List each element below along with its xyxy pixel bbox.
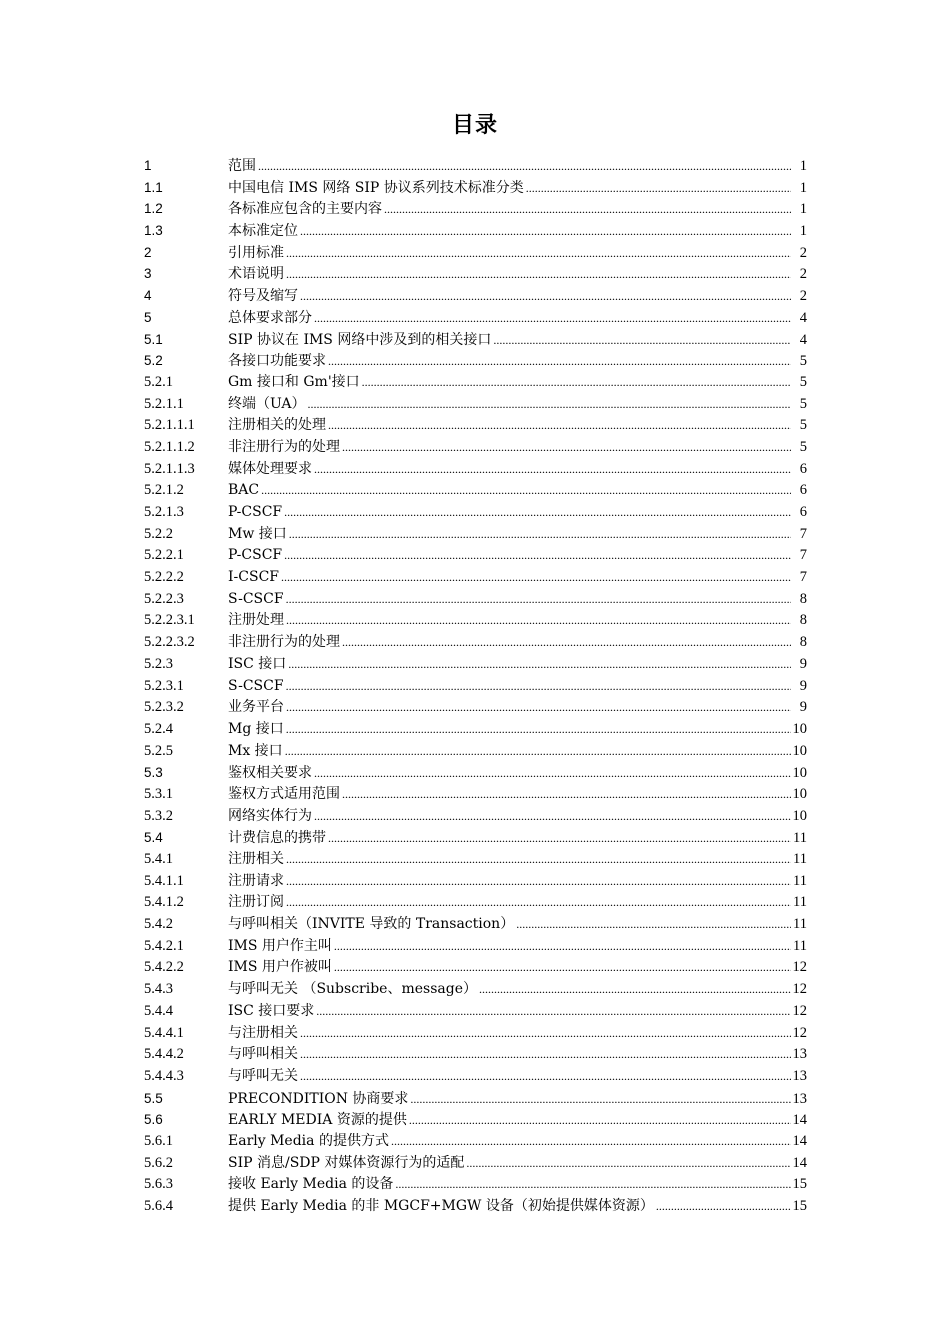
toc-entry-page-number: 14 <box>792 1112 807 1129</box>
toc-dot-leader <box>286 892 791 914</box>
toc-dot-leader <box>286 264 791 286</box>
toc-entry[interactable] <box>144 632 807 654</box>
toc-entry[interactable] <box>144 307 807 329</box>
toc-entry[interactable] <box>144 415 807 437</box>
toc-entry-page-number: 9 <box>799 655 807 672</box>
toc-dot-leader <box>300 1023 791 1045</box>
toc-dot-leader <box>391 1131 791 1153</box>
toc-entry[interactable] <box>144 914 807 936</box>
toc-dot-leader <box>466 1153 790 1175</box>
toc-entry[interactable] <box>144 372 807 394</box>
toc-entry-title: ISC 接口要求 <box>228 1002 315 1019</box>
toc-entry[interactable] <box>144 394 807 416</box>
toc-dot-leader <box>516 914 791 936</box>
toc-entry-title: S-CSCF <box>228 677 284 694</box>
toc-dot-leader <box>286 719 791 741</box>
toc-dot-leader <box>286 697 791 719</box>
toc-entry-number: 5.6.4 <box>144 1198 173 1214</box>
toc-entry-number: 5.2.1 <box>144 373 173 390</box>
toc-entry-page-number: 11 <box>793 916 807 933</box>
toc-entry[interactable] <box>144 849 807 871</box>
toc-entry[interactable] <box>144 741 807 763</box>
toc-entry-page-number: 1 <box>799 158 807 174</box>
toc-entry-number: 5.2.3.1 <box>144 677 184 694</box>
toc-entry[interactable] <box>144 1174 807 1196</box>
toc-dot-leader <box>288 654 791 676</box>
toc-entry[interactable] <box>144 719 807 741</box>
toc-entry-title: 与呼叫相关（INVITE 导致的 Transaction） <box>228 916 515 933</box>
table-of-contents <box>144 155 807 1218</box>
toc-dot-leader <box>286 589 791 611</box>
toc-entry-page-number: 11 <box>793 872 807 889</box>
toc-entry-number: 5.6.2 <box>144 1154 173 1171</box>
toc-dot-leader <box>328 351 791 373</box>
toc-entry-title: P-CSCF <box>228 547 283 564</box>
toc-dot-leader <box>656 1196 791 1218</box>
toc-entry[interactable] <box>144 437 807 459</box>
toc-dot-leader <box>284 502 791 524</box>
toc-entry[interactable] <box>144 263 807 285</box>
toc-entry-number: 4 <box>144 288 152 304</box>
toc-entry-title: 注册相关的处理 <box>228 417 326 434</box>
toc-dot-leader <box>316 1001 790 1023</box>
toc-entry-page-number: 10 <box>792 720 807 737</box>
toc-entry[interactable] <box>144 350 807 372</box>
toc-entry-page-number: 10 <box>792 742 807 759</box>
toc-dot-leader <box>314 763 791 785</box>
toc-entry-number: 1.1 <box>144 179 163 195</box>
toc-dot-leader <box>281 567 791 589</box>
toc-entry-page-number: 6 <box>799 504 807 520</box>
toc-entry[interactable] <box>144 1196 807 1218</box>
toc-entry-number: 5.4.4.1 <box>144 1024 184 1041</box>
toc-entry-page-number: 12 <box>792 981 807 998</box>
toc-entry[interactable] <box>144 329 807 351</box>
toc-dot-leader <box>285 741 791 763</box>
toc-dot-leader <box>395 1174 790 1196</box>
toc-entry-page-number: 8 <box>799 590 807 607</box>
toc-entry-page-number: 7 <box>799 525 807 542</box>
toc-entry[interactable] <box>144 242 807 264</box>
toc-entry[interactable] <box>144 697 807 719</box>
toc-entry-title: 本标准定位 <box>228 223 298 240</box>
toc-entry-number: 5.2.1.2 <box>144 482 184 499</box>
toc-entry-page-number: 9 <box>799 677 807 694</box>
toc-entry[interactable] <box>144 220 807 242</box>
toc-entry-number: 5.3.2 <box>144 807 173 824</box>
toc-entry-number: 5.2.2.3.2 <box>144 634 195 651</box>
toc-title: 目录 <box>451 113 498 138</box>
toc-entry[interactable] <box>144 1153 807 1175</box>
toc-entry-number: 5.4.4.2 <box>144 1046 184 1063</box>
toc-entry-title: I-CSCF <box>228 569 279 586</box>
toc-entry-title: 注册订阅 <box>228 894 284 911</box>
toc-entry[interactable] <box>144 806 807 828</box>
toc-dot-leader <box>300 1066 791 1088</box>
toc-entry[interactable] <box>144 762 807 784</box>
toc-entry-title: 与注册相关 <box>228 1024 298 1041</box>
toc-entry[interactable] <box>144 784 807 806</box>
toc-entry-page-number: 5 <box>799 438 807 455</box>
toc-dot-leader <box>314 806 791 828</box>
toc-entry[interactable] <box>144 198 807 220</box>
toc-entry-page-number: 12 <box>792 1024 807 1041</box>
toc-entry-number: 5.4.2 <box>144 916 173 933</box>
toc-entry-title: 终端（UA） <box>228 395 306 412</box>
toc-entry-number: 1.2 <box>144 201 163 217</box>
toc-dot-leader <box>410 1089 790 1111</box>
toc-entry[interactable] <box>144 892 807 914</box>
toc-entry-title: 注册相关 <box>228 851 284 867</box>
toc-dot-leader <box>493 330 791 352</box>
toc-entry-title: BAC <box>228 482 260 499</box>
toc-dot-leader <box>261 480 791 502</box>
toc-entry-number: 5.3.1 <box>144 785 173 802</box>
toc-entry-number: 3 <box>144 266 152 282</box>
toc-entry-number: 5.2.2.3 <box>144 590 184 607</box>
toc-entry-number: 5.6 <box>144 1112 163 1128</box>
toc-entry-page-number: 5 <box>799 373 807 390</box>
toc-entry[interactable] <box>144 285 807 307</box>
toc-entry-page-number: 2 <box>799 288 807 305</box>
toc-entry-title: 媒体处理要求 <box>228 460 312 477</box>
toc-entry-title: IMS 用户作主叫 <box>228 937 332 954</box>
toc-dot-leader <box>286 243 791 265</box>
toc-dot-leader <box>286 871 791 893</box>
toc-dot-leader <box>526 178 791 200</box>
toc-dot-leader <box>284 545 791 567</box>
toc-entry-title: 鉴权相关要求 <box>228 765 312 782</box>
toc-entry-number: 5.2.1.1 <box>144 395 184 412</box>
toc-entry-page-number: 5 <box>799 353 807 370</box>
toc-entry-title: 各标准应包含的主要内容 <box>228 201 382 218</box>
toc-entry-title: 接收 Early Media 的设备 <box>228 1176 394 1193</box>
toc-entry-number: 5.2.2.1 <box>144 547 184 564</box>
toc-entry[interactable] <box>144 502 807 524</box>
toc-entry-title: 引用标准 <box>228 244 284 261</box>
toc-entry[interactable] <box>144 1131 807 1153</box>
toc-entry-number: 5.3 <box>144 765 163 781</box>
toc-entry-page-number: 13 <box>792 1046 807 1063</box>
toc-dot-leader <box>314 308 791 330</box>
toc-entry-number: 5.4.1.2 <box>144 894 184 911</box>
toc-entry-number: 5.4.3 <box>144 981 173 998</box>
toc-entry-number: 5.2.4 <box>144 720 173 737</box>
toc-entry-page-number: 2 <box>799 266 807 283</box>
toc-entry-title: 与呼叫无关 <box>228 1067 298 1084</box>
toc-entry-page-number: 11 <box>793 937 807 954</box>
toc-entry[interactable] <box>144 1066 807 1088</box>
toc-dot-leader <box>342 632 791 654</box>
toc-entry-number: 5.2.2.3.1 <box>144 612 195 629</box>
toc-dot-leader <box>314 459 791 481</box>
toc-entry[interactable] <box>144 1044 807 1066</box>
toc-entry[interactable] <box>144 1001 807 1023</box>
toc-entry[interactable] <box>144 155 807 177</box>
toc-entry-number: 5.6.3 <box>144 1176 173 1193</box>
toc-entry-title: Gm 接口和 Gm'接口 <box>228 373 360 390</box>
toc-dot-leader <box>307 394 791 416</box>
toc-entry-page-number: 11 <box>793 851 807 867</box>
toc-entry-page-number: 15 <box>792 1198 807 1214</box>
toc-dot-leader <box>342 784 791 806</box>
toc-entry-number: 5.2.1.1.2 <box>144 438 195 455</box>
toc-entry-number: 5.2 <box>144 353 163 369</box>
toc-entry-number: 5.4.2.1 <box>144 937 184 954</box>
toc-entry-title: 中国电信 IMS 网络 SIP 协议系列技术标准分类 <box>228 179 524 196</box>
toc-entry[interactable] <box>144 589 807 611</box>
toc-entry[interactable] <box>144 654 807 676</box>
toc-entry[interactable] <box>144 567 807 589</box>
toc-entry-title: 各接口功能要求 <box>228 353 326 370</box>
toc-entry-title: S-CSCF <box>228 590 284 607</box>
toc-entry-page-number: 11 <box>793 830 807 847</box>
toc-entry-page-number: 13 <box>792 1090 807 1107</box>
toc-entry-number: 5.4.4 <box>144 1002 173 1019</box>
toc-dot-leader <box>289 524 791 546</box>
toc-entry-title: 非注册行为的处理 <box>228 634 340 651</box>
toc-entry-number: 5.2.5 <box>144 742 173 759</box>
toc-entry-title: Mg 接口 <box>228 720 284 737</box>
toc-dot-leader <box>334 936 791 958</box>
toc-entry-page-number: 1 <box>799 223 807 240</box>
toc-dot-leader <box>409 1110 791 1132</box>
toc-entry[interactable] <box>144 480 807 502</box>
toc-entry-title: Mx 接口 <box>228 742 283 759</box>
toc-entry-page-number: 9 <box>799 699 807 716</box>
toc-entry-page-number: 10 <box>792 785 807 802</box>
toc-entry-page-number: 4 <box>799 331 807 348</box>
toc-entry[interactable] <box>144 871 807 893</box>
toc-entry-page-number: 12 <box>792 1002 807 1019</box>
toc-entry-page-number: 1 <box>799 201 807 218</box>
toc-entry-page-number: 8 <box>799 612 807 629</box>
toc-dot-leader <box>479 979 791 1001</box>
toc-entry-page-number: 6 <box>799 482 807 499</box>
toc-dot-leader <box>342 437 791 459</box>
toc-dot-leader <box>334 957 791 979</box>
toc-entry[interactable] <box>144 1023 807 1045</box>
toc-entry-page-number: 7 <box>799 547 807 564</box>
toc-entry[interactable] <box>144 936 807 958</box>
toc-entry-number: 5.2.1.1.3 <box>144 460 195 477</box>
toc-entry-number: 5.2.1.3 <box>144 504 184 520</box>
toc-entry-title: Mw 接口 <box>228 525 287 542</box>
toc-entry-number: 1.3 <box>144 223 163 239</box>
toc-entry-page-number: 14 <box>792 1132 807 1149</box>
toc-entry-page-number: 14 <box>792 1154 807 1171</box>
toc-dot-leader <box>258 156 791 178</box>
toc-dot-leader <box>300 221 791 243</box>
toc-dot-leader <box>300 1044 791 1066</box>
toc-entry-page-number: 12 <box>792 959 807 976</box>
toc-entry-title: IMS 用户作被叫 <box>228 959 332 976</box>
toc-entry-page-number: 11 <box>793 894 807 911</box>
toc-entry[interactable] <box>144 1109 807 1131</box>
toc-entry-title: P-CSCF <box>228 504 283 520</box>
toc-entry-number: 5.5 <box>144 1090 163 1106</box>
toc-entry-page-number: 2 <box>799 244 807 261</box>
toc-entry-number: 5.4.1 <box>144 851 173 867</box>
toc-entry-number: 2 <box>144 244 152 260</box>
toc-entry-number: 5.2.3.2 <box>144 699 184 716</box>
toc-entry-number: 5.2.3 <box>144 655 173 672</box>
toc-entry-title: 计费信息的携带 <box>228 830 326 847</box>
toc-entry-title: 鉴权方式适用范围 <box>228 785 340 802</box>
toc-entry[interactable] <box>144 524 807 546</box>
toc-entry-number: 5.2.2 <box>144 525 173 542</box>
toc-dot-leader <box>328 828 791 850</box>
toc-entry-number: 5.6.1 <box>144 1132 173 1149</box>
toc-entry-page-number: 10 <box>792 807 807 824</box>
toc-entry-page-number: 7 <box>799 569 807 586</box>
toc-entry-title: EARLY MEDIA 资源的提供 <box>228 1112 407 1129</box>
toc-dot-leader <box>384 199 791 221</box>
toc-entry-title: 注册处理 <box>228 612 284 629</box>
toc-entry-page-number: 10 <box>792 765 807 782</box>
toc-entry-number: 5.4.2.2 <box>144 959 184 976</box>
toc-entry[interactable] <box>144 459 807 481</box>
toc-dot-leader <box>286 676 791 698</box>
toc-entry-title: 术语说明 <box>228 266 284 283</box>
toc-entry-number: 1 <box>144 158 152 173</box>
toc-entry-title: SIP 协议在 IMS 网络中涉及到的相关接口 <box>228 331 492 348</box>
toc-entry-page-number: 6 <box>799 460 807 477</box>
toc-entry-title: 符号及缩写 <box>228 288 298 305</box>
toc-entry[interactable] <box>144 957 807 979</box>
toc-entry-page-number: 13 <box>792 1067 807 1084</box>
toc-entry[interactable] <box>144 610 807 632</box>
toc-entry[interactable] <box>144 676 807 698</box>
toc-entry-title: Early Media 的提供方式 <box>228 1132 389 1149</box>
toc-entry-number: 5.4 <box>144 830 163 846</box>
toc-entry-page-number: 15 <box>792 1176 807 1193</box>
toc-entry-title: 范围 <box>228 158 256 174</box>
toc-entry-title: 提供 Early Media 的非 MGCF+MGW 设备（初始提供媒体资源） <box>228 1198 654 1214</box>
toc-entry-number: 5.1 <box>144 331 163 347</box>
toc-entry-page-number: 8 <box>799 634 807 651</box>
toc-entry-page-number: 4 <box>799 309 807 326</box>
toc-entry-title: ISC 接口 <box>228 655 287 672</box>
toc-entry-number: 5.4.4.3 <box>144 1067 184 1084</box>
toc-dot-leader <box>328 415 791 437</box>
toc-dot-leader <box>300 286 791 308</box>
toc-entry-title: 总体要求部分 <box>228 309 312 326</box>
toc-entry[interactable] <box>144 979 807 1001</box>
toc-entry-page-number: 5 <box>799 395 807 412</box>
toc-entry-title: 与呼叫相关 <box>228 1046 298 1063</box>
toc-entry[interactable] <box>144 1088 807 1110</box>
toc-entry-number: 5 <box>144 309 152 325</box>
toc-entry-page-number: 1 <box>799 179 807 196</box>
toc-entry[interactable] <box>144 177 807 199</box>
toc-dot-leader <box>286 849 791 871</box>
toc-entry-title: 注册请求 <box>228 872 284 889</box>
toc-entry-page-number: 5 <box>799 417 807 434</box>
toc-entry-title: SIP 消息/SDP 对媒体资源行为的适配 <box>228 1154 465 1171</box>
toc-entry-title: 业务平台 <box>228 699 284 716</box>
toc-entry[interactable] <box>144 827 807 849</box>
toc-entry[interactable] <box>144 545 807 567</box>
toc-entry-number: 5.2.2.2 <box>144 569 184 586</box>
toc-entry-title: 与呼叫无关 （Subscribe、message） <box>228 981 477 998</box>
toc-entry-title: 网络实体行为 <box>228 807 312 824</box>
toc-dot-leader <box>362 372 791 394</box>
toc-entry-number: 5.2.1.1.1 <box>144 417 195 434</box>
toc-entry-title: 非注册行为的处理 <box>228 438 340 455</box>
toc-entry-number: 5.4.1.1 <box>144 872 184 889</box>
toc-dot-leader <box>286 610 791 632</box>
toc-entry-title: PRECONDITION 协商要求 <box>228 1090 409 1107</box>
